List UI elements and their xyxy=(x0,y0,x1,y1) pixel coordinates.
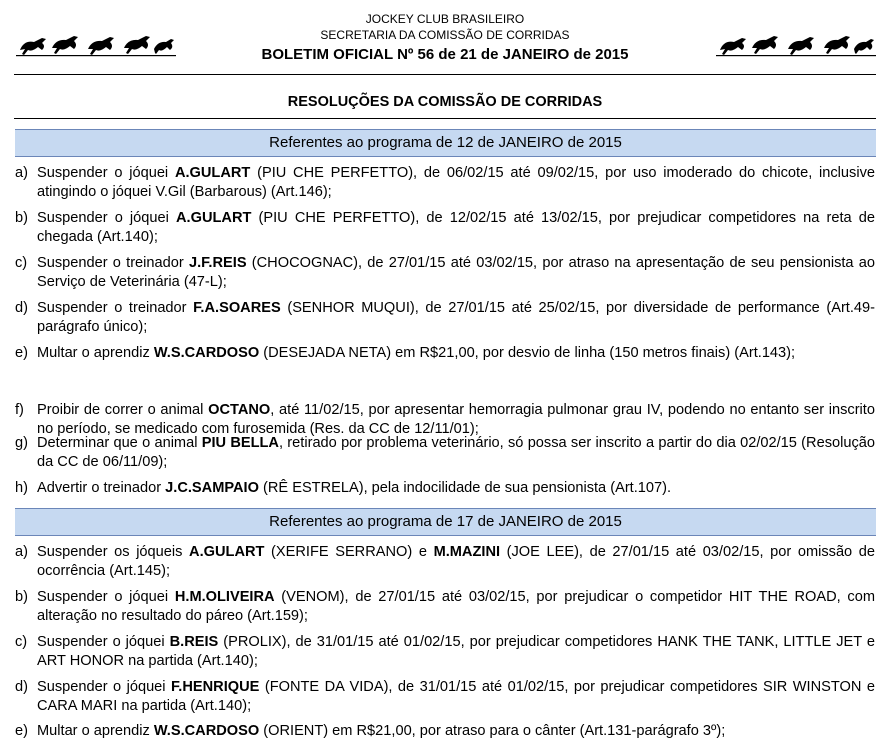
department-name: SECRETARIA DA COMISSÃO DE CORRIDAS xyxy=(320,28,570,42)
resolution-item xyxy=(15,678,875,716)
item-name-bold: F.HENRIQUE xyxy=(171,679,260,695)
item-label: e) xyxy=(15,723,28,739)
resolution-item xyxy=(15,164,875,202)
bulletin-header xyxy=(0,0,890,72)
item-text-part: , retirado por problema veterinário, só possa ser inscrito a partir do dia 02/02/15 (Resolução da CC de 06/11/09); xyxy=(37,435,876,470)
program-heading: Referentes ao programa de 12 de JANEIRO de 2015 xyxy=(15,129,876,157)
item-text xyxy=(37,299,875,337)
item-text-part: (ORIENT) em R$21,00, por atraso para o cânter (Art.131-parágrafo 3º); xyxy=(259,723,726,739)
item-text-part: Suspender o jóquei xyxy=(37,589,175,605)
item-text-part: Determinar que o animal xyxy=(37,435,202,451)
resolution-item xyxy=(15,344,875,363)
item-text-part: (SENHOR MUQUI), de 27/01/15 até 25/02/15, por diversidade de performance (Art.49-parágrafo único); xyxy=(37,300,876,335)
item-text xyxy=(37,164,875,202)
resolution-item xyxy=(15,434,875,472)
item-name-bold: A.GULART xyxy=(176,210,252,226)
item-text xyxy=(37,633,875,671)
resolution-item xyxy=(15,633,875,671)
item-text-part: Proibir de correr o animal xyxy=(37,402,209,418)
item-name-bold: J.C.SAMPAIO xyxy=(165,480,259,496)
item-name-bold: A.GULART xyxy=(189,544,265,560)
item-name-bold: W.S.CARDOSO xyxy=(153,723,260,739)
item-text-part: (JOE LEE), de 27/01/15 até 03/02/15, por omissão de ocorrência (Art.145); xyxy=(37,544,876,579)
item-text xyxy=(37,588,875,626)
item-text-part: Suspender os jóqueis xyxy=(37,544,190,560)
item-text-part: Suspender o jóquei xyxy=(37,634,170,650)
divider xyxy=(14,118,876,119)
item-label: b) xyxy=(15,589,28,605)
item-label: c) xyxy=(15,634,28,650)
item-text-part: Suspender o jóquei xyxy=(37,165,175,181)
section-title: RESOLUÇÕES DA COMISSÃO DE CORRIDAS xyxy=(287,94,603,110)
item-name-bold: PIU BELLA xyxy=(201,435,279,451)
item-name-bold: M.MAZINI xyxy=(433,544,501,560)
item-label: f) xyxy=(15,402,24,418)
resolution-item xyxy=(15,722,875,741)
item-label: h) xyxy=(15,480,28,496)
item-text xyxy=(37,678,875,716)
item-text xyxy=(37,344,875,363)
resolution-item xyxy=(15,299,875,337)
item-name-bold: F.A.SOARES xyxy=(193,300,281,316)
item-label: e) xyxy=(15,345,28,361)
item-text-part: (RÊ ESTRELA), pela indocilidade de sua pensionista (Art.107). xyxy=(258,480,672,496)
program-heading: Referentes ao programa de 17 de JANEIRO de 2015 xyxy=(15,508,876,536)
item-label: g) xyxy=(15,435,28,451)
item-name-bold: W.S.CARDOSO xyxy=(153,345,260,361)
item-name-bold: OCTANO xyxy=(208,402,271,418)
item-text-part: (PROLIX), de 31/01/15 até 01/02/15, por prejudicar competidores HANK THE TANK, LITTLE JET e ART HONOR na partida (Art.140); xyxy=(37,634,875,669)
item-text xyxy=(37,434,875,472)
item-text xyxy=(37,543,875,581)
item-text xyxy=(37,722,875,741)
item-label: b) xyxy=(15,210,28,226)
item-text xyxy=(37,254,875,292)
resolution-item xyxy=(15,209,875,247)
item-name-bold: A.GULART xyxy=(174,165,251,181)
item-label: a) xyxy=(15,544,28,560)
item-text-part: Multar o aprendiz xyxy=(37,345,154,361)
item-text-part: (CHOCOGNAC), de 27/01/15 até 03/02/15, por atraso na apresentação de seu pensionista ao Serviço de Veterinária (47-L); xyxy=(37,255,876,290)
item-label: d) xyxy=(15,300,28,316)
item-text-part: Suspender o treinador xyxy=(37,255,189,271)
item-text-part: Suspender o jóquei xyxy=(37,210,177,226)
item-label: d) xyxy=(15,679,28,695)
item-text-part: (PIU CHE PERFETTO), de 06/02/15 até 09/02/15, por uso imoderado do chicote, inclusive atingindo o jóquei V.Gil (Barbarous) (Art.146); xyxy=(37,165,875,200)
item-text-part: (DESEJADA NETA) em R$21,00, por desvio de linha (150 metros finais) (Art.143); xyxy=(259,345,796,361)
bulletin-title: BOLETIM OFICIAL Nº 56 de 21 de JANEIRO de 2015 xyxy=(261,46,629,63)
divider xyxy=(14,74,876,75)
item-text-part: Advertir o treinador xyxy=(37,480,166,496)
item-text-part: Suspender o jóquei xyxy=(37,679,171,695)
resolution-item xyxy=(15,588,875,626)
item-text-part: (XERIFE SERRANO) e xyxy=(264,544,434,560)
item-name-bold: H.M.OLIVEIRA xyxy=(174,589,275,605)
item-label: c) xyxy=(15,255,28,271)
org-name: JOCKEY CLUB BRASILEIRO xyxy=(365,12,525,26)
item-text-part: , até 11/02/15, por apresentar hemorragia pulmonar grau IV, podendo no entanto ser inscrito no período, se medicado com furosemida (Res. da CC de 12/11/01); xyxy=(37,402,875,437)
item-text-part: (VENOM), de 27/01/15 até 03/02/15, por prejudicar o competidor HIT THE ROAD, com alteração no resultado do páreo (Art.159); xyxy=(37,589,875,624)
item-text xyxy=(37,479,875,498)
resolution-item xyxy=(15,543,875,581)
item-text xyxy=(37,209,875,247)
item-text-part: (FONTE DA VIDA), de 31/01/15 até 01/02/15, por prejudicar competidores SIR WINSTON e CARA MARI na partida (Art.140); xyxy=(37,679,875,714)
item-text-part: Suspender o treinador xyxy=(37,300,194,316)
resolution-item xyxy=(15,254,875,292)
item-name-bold: B.REIS xyxy=(169,634,219,650)
item-name-bold: J.F.REIS xyxy=(188,255,247,271)
item-text-part: Multar o aprendiz xyxy=(37,723,154,739)
item-label: a) xyxy=(15,165,28,181)
item-text-part: (PIU CHE PERFETTO), de 12/02/15 até 13/02/15, por prejudicar competidores na reta de chegada (Art.140); xyxy=(37,210,876,245)
resolution-item xyxy=(15,479,875,498)
